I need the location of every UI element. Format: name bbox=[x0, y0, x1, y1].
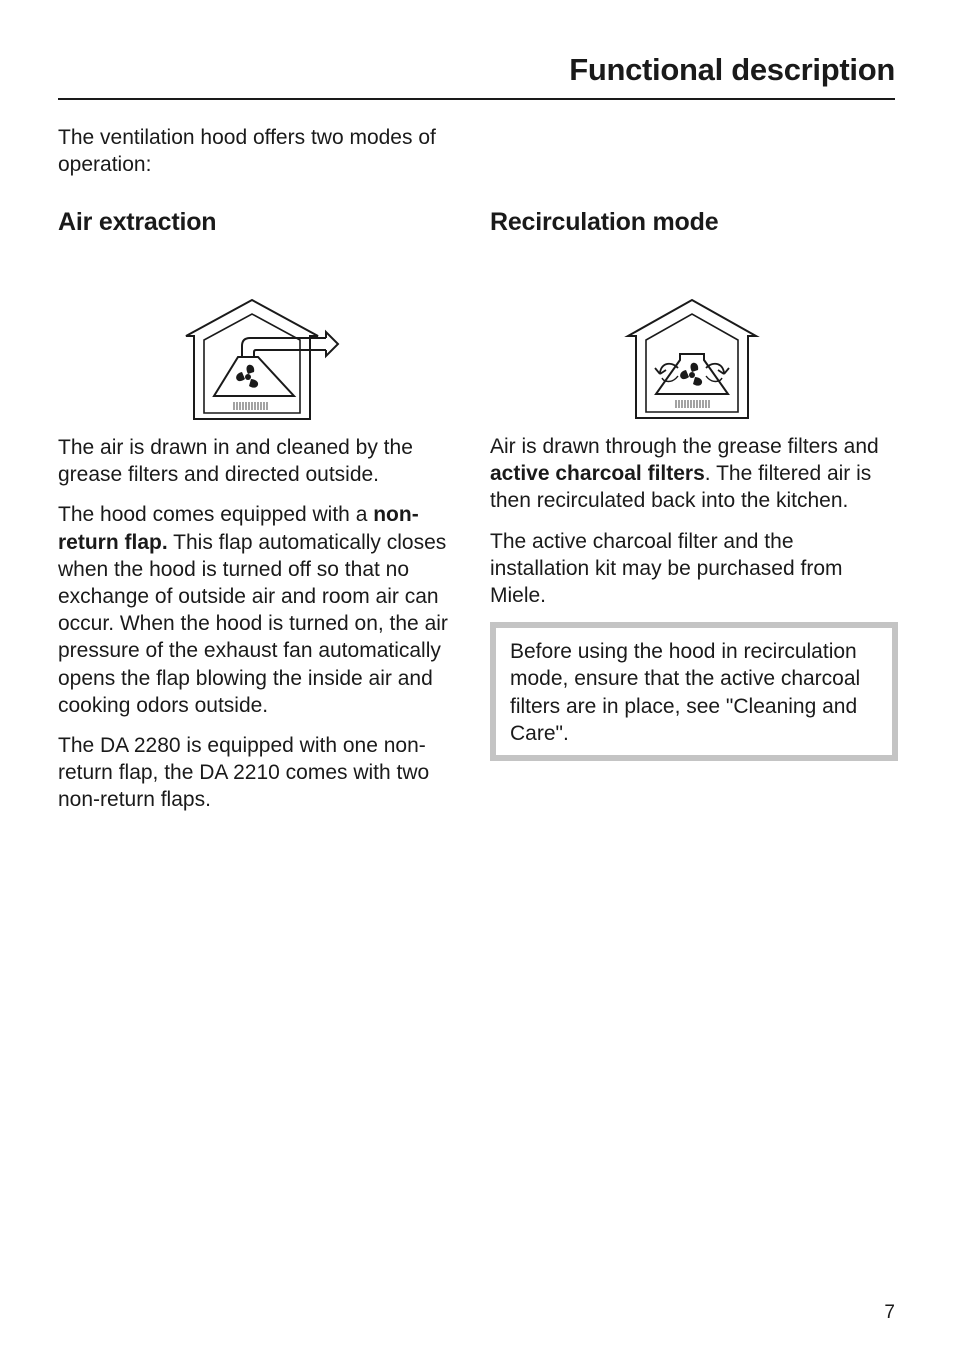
paragraph-text: . The filtered air is then recirculated back into the kitchen. bbox=[490, 462, 872, 513]
house-hood-exhaust-icon bbox=[58, 256, 466, 420]
page-title: Functional description bbox=[569, 52, 895, 87]
air-extraction-paragraph-2 bbox=[58, 501, 466, 719]
note-box bbox=[490, 622, 898, 761]
recirculation-paragraph-1 bbox=[490, 433, 898, 515]
air-extraction-heading: Air extraction bbox=[58, 208, 217, 236]
recirculation-paragraph-2: The active charcoal filter and the installation kit may be purchased from Miele. bbox=[490, 529, 843, 608]
active-charcoal-filters-term: active charcoal filters bbox=[490, 462, 705, 486]
paragraph-text: This flap automatically closes when the hood is turned off so that no exchange of outside air and room air can occur. When the hood is turned on, the air pressure of the exhaust fan automatically opens the flap blowing the inside air and cooking odors outside. bbox=[58, 530, 448, 717]
recirculation-heading: Recirculation mode bbox=[490, 208, 719, 236]
paragraph-text: The hood comes equipped with a bbox=[58, 503, 374, 527]
air-extraction-paragraph-3: The DA 2280 is equipped with one non-return flap, the DA 2210 comes with two non-return flaps. bbox=[58, 734, 430, 812]
intro-text: The ventilation hood offers two modes of operation: bbox=[58, 126, 436, 176]
note-text: Before using the hood in recirculation mode, ensure that the active charcoal filters are in place, see "Cleaning and Care". bbox=[510, 640, 861, 745]
title-rule bbox=[58, 98, 895, 100]
air-extraction-paragraph-1: The air is drawn in and cleaned by the grease filters and directed outside. bbox=[58, 436, 413, 487]
recirculation-section bbox=[490, 206, 898, 761]
page-number: 7 bbox=[884, 1302, 895, 1323]
house-hood-recirculation-icon bbox=[490, 256, 898, 420]
non-return-flap-term: non-return flap. bbox=[58, 503, 419, 554]
paragraph-text: Air is drawn through the grease filters and bbox=[490, 435, 879, 458]
air-extraction-section bbox=[58, 206, 466, 827]
